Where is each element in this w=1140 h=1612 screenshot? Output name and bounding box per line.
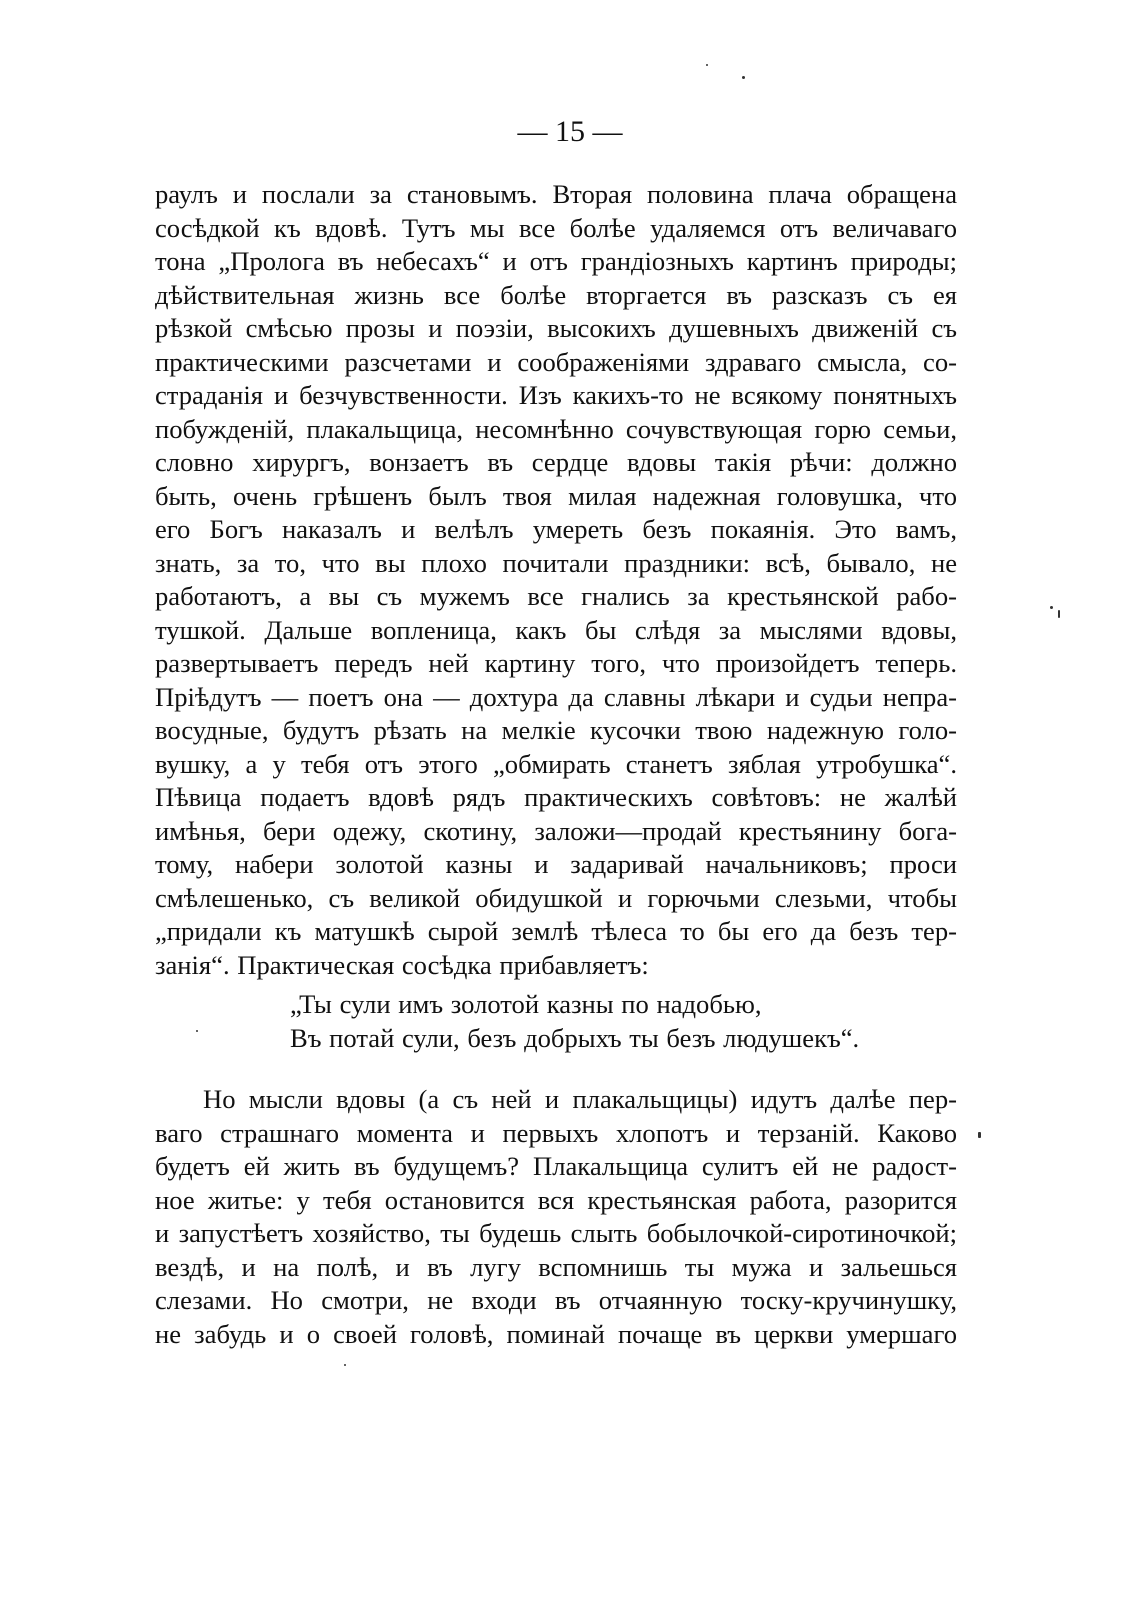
text-line: его Богъ наказалъ и велѣлъ умереть безъ покаянія. Это вамъ, [155,514,957,544]
text-line: имѣнья, бери одежу, скотину, заложи—продай крестьянину бога- [155,815,957,846]
paragraph-2 [155,1083,957,1351]
text-line: работаютъ, а вы съ мужемъ все гнались за крестьянской рабо- [155,581,957,611]
text-line: восудные, будутъ рѣзать на мелкіе кусочки твою надежную голо- [155,715,957,745]
text-line: быть, очень грѣшенъ былъ твоя милая надежная головушка, что [155,480,957,511]
text-line: будетъ ей жить въ будущемъ? Плакальщица сулитъ ей не радост- [155,1151,957,1181]
text-line: не забудь и о своей головѣ, поминай почаще въ церкви умершаго [155,1318,957,1349]
text-line: слезами. Но смотри, не входи въ отчаянную тоску-кручинушку, [155,1285,957,1315]
text-line: практическими разсчетами и соображеніями здраваго смысла, со- [155,346,957,377]
text-line: вушку, а у тебя отъ этого „обмирать станетъ зяблая утробушка“. [155,748,957,779]
text-line: Пѣвица подаетъ вдовѣ рядъ практическихъ совѣтовъ: не жалѣй [155,782,957,812]
scan-speck [706,64,708,66]
text-line: и запустѣетъ хозяйство, ты будешь слыть бобылочкой-сиротиночкой; [155,1218,957,1248]
text-line: знать, за то, что вы плохо почитали праздники: всѣ, бывало, не [155,547,957,578]
text-line: побужденій, плакальщица, несомнѣнно сочувствующая горю семьи, [155,413,957,444]
text-line: Но мысли вдовы (а съ ней и плакальщицы) идутъ далѣе пер- [203,1084,957,1114]
text-line: дѣйствительная жизнь все болѣе вторгается въ разсказъ съ ея [155,279,957,310]
text-line: сосѣдкой къ вдовѣ. Тутъ мы все болѣе удаляемся отъ величаваго [155,212,957,243]
paragraph-1 [155,178,957,982]
text-line: смѣлешенько, съ великой обидушкой и горючьми слезьми, чтобы [155,882,957,913]
text-line: вездѣ, и на полѣ, и въ лугу вспомнишь ты мужа и зальешься [155,1251,957,1282]
text-line: „придали къ матушкѣ сырой землѣ тѣлеса то бы его да безъ тер- [155,916,957,946]
text-line: тушкой. Дальше вопленица, какъ бы слѣдя за мыслями вдовы, [155,614,957,645]
scan-speck [978,1132,981,1138]
text-line: раулъ и послали за становымъ. Вторая половина плача обращена [155,179,957,209]
scan-speck [742,76,745,79]
verse-line: Въ потай сули, безъ добрыхъ ты безъ людушекъ“. [290,1023,860,1053]
text-line: тому, набери золотой казны и задаривай начальниковъ; проси [155,849,957,879]
text-line: Пріѣдутъ — поетъ она — дохтура да славны лѣкари и судьи непра- [155,681,957,712]
scan-speck [344,1364,346,1366]
text-line: ваго страшнаго момента и первыхъ хлопотъ и терзаній. Каково [155,1117,957,1148]
text-line: рѣзкой смѣсью прозы и поэзіи, высокихъ душевныхъ движеній съ [155,313,957,343]
text-line: словно хирургъ, вонзаетъ въ сердце вдовы такія рѣчи: должно [155,447,957,477]
text-line: ное житье: у тебя остановится вся крестьянская работа, разорится [155,1184,957,1215]
verse-line: „Ты сули имъ золотой казны по надобью, [290,989,762,1019]
page-number: — 15 — [517,115,623,148]
text-line: тона „Пролога въ небесахъ“ и отъ грандіозныхъ картинъ природы; [155,246,957,276]
text-line: страданія и безчувственности. Изъ какихъ-то не всякому понятныхъ [155,380,957,410]
scan-speck [1058,610,1060,618]
text-line: занія“. Практическая сосѣдка прибавляетъ: [155,949,649,980]
scan-speck [196,1030,198,1032]
scan-speck [1050,606,1053,609]
verse-quote [290,987,859,1055]
text-line: развертываетъ передъ ней картину того, что произойдетъ теперь. [155,648,957,678]
